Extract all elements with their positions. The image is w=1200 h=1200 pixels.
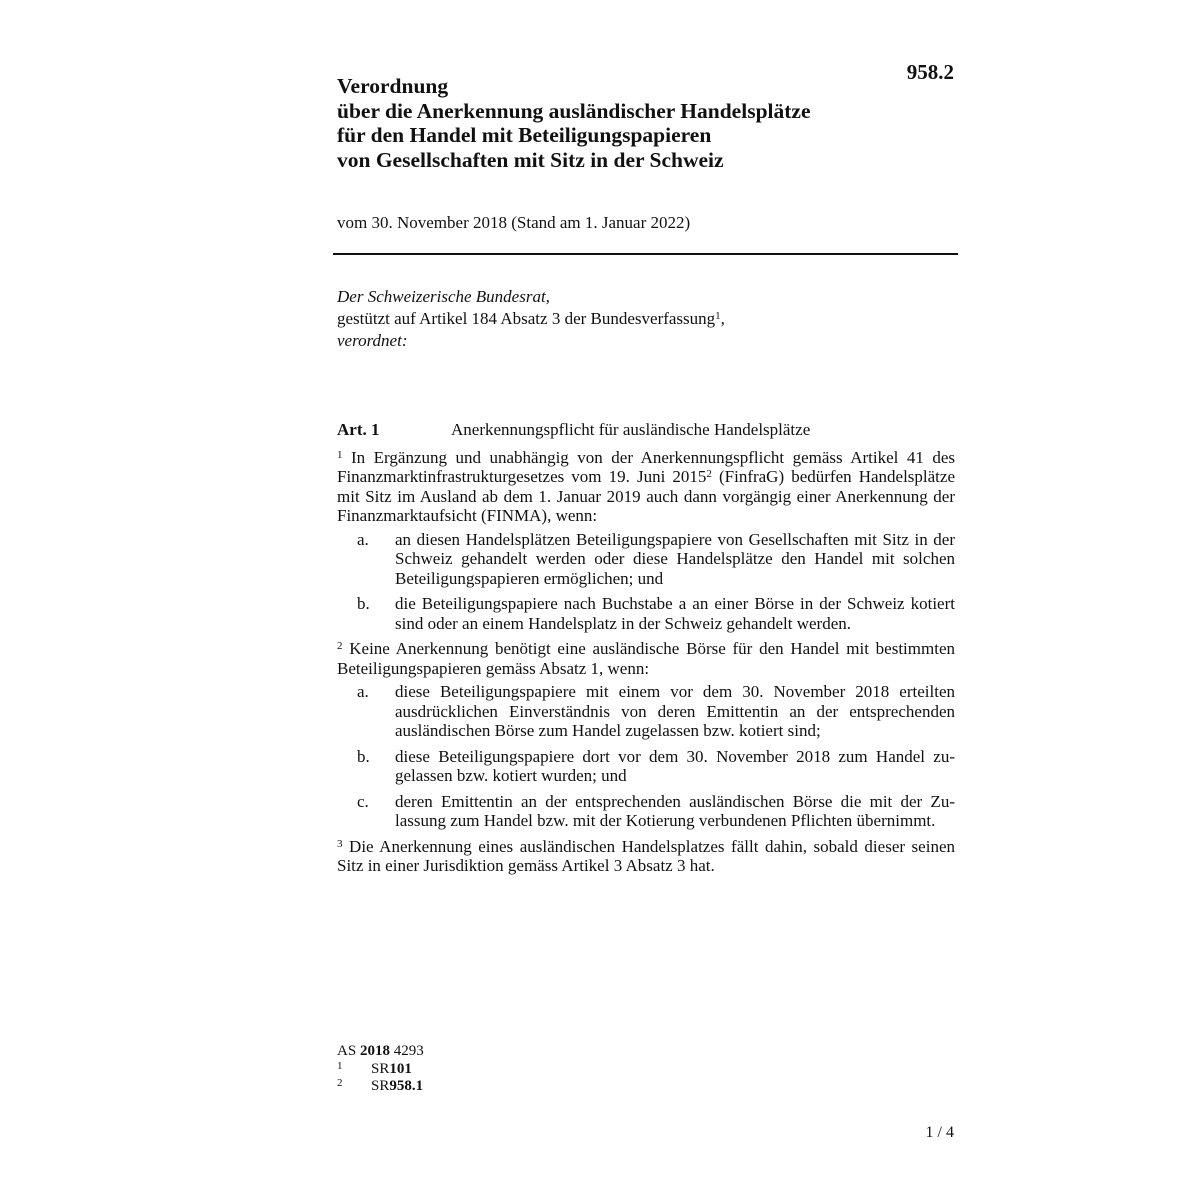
title-line: für den Handel mit Beteiligungspapieren (337, 123, 712, 147)
paragraph-number: 2 (337, 640, 343, 652)
footnote-prefix: SR (371, 1061, 390, 1077)
list-text: die Beteiligungspapiere nach Buchstabe a an einer Börse in der Schweiz kotiert sind oder an einem Handelsplatz in der Schweiz gehandelt werden. (395, 594, 955, 633)
footnote (337, 1078, 424, 1095)
as-year: 2018 (359, 1043, 390, 1059)
list-letter: b. (357, 746, 370, 766)
footnote-prefix: SR (371, 1078, 390, 1094)
list-item (337, 682, 955, 741)
footnote-number: 2 (337, 1077, 343, 1089)
footnote-ref-number: 958.1 (389, 1078, 424, 1094)
list-text: diese Beteiligungspapiere dort vor dem 30. November 2018 zum Handel zugelassen bzw. kotiert wurden; und (395, 746, 955, 785)
date-line: vom 30. November 2018 (Stand am 1. Januar 2022) (337, 213, 691, 232)
list-text: an diesen Handelsplätzen Beteiligungspapiere von Gesellschaften mit Sitz in der Schweiz gehandelt werden oder diese Handelsplätze den Handel mit solchen Beteiligungspapieren ermöglichen; und (395, 529, 955, 588)
preamble-decrees: verordnet: (337, 331, 408, 350)
horizontal-rule (333, 253, 958, 255)
footnote-number: 1 (337, 1060, 343, 1072)
list-item (337, 594, 955, 633)
list-letter: b. (357, 594, 370, 613)
title-line: Verordnung (337, 74, 449, 98)
list-item (337, 530, 955, 589)
footnote-ref: 1 (715, 310, 721, 322)
document-title (337, 74, 897, 172)
preamble-authority: Der Schweizerische Bundesrat, (337, 287, 550, 306)
footnotes (337, 1043, 424, 1095)
paragraph-number: 3 (337, 837, 343, 850)
preamble-basis-text: gestützt auf Artikel 184 Absatz 3 der Bundesverfassung (337, 309, 716, 328)
footnote-ref: 2 (706, 468, 712, 480)
article-heading (337, 420, 955, 440)
preamble-basis (337, 308, 957, 330)
preamble-basis-end: , (720, 309, 725, 328)
title-line: von Gesellschaften mit Sitz in der Schweiz (337, 147, 724, 172)
article-title: Anerkennungspflicht für ausländische Handelsplätze (451, 420, 811, 439)
title-line: über die Anerkennung ausländischer Handelsplätze (337, 98, 811, 123)
as-prefix: AS (337, 1043, 360, 1059)
paragraph-text: Keine Anerkennung benötigt eine ausländische Börse für den Handel mit bestimmten Beteiligungspapieren gemäss Absatz 1, wenn: (337, 639, 955, 678)
paragraph-1 (337, 448, 955, 526)
list-letter: a. (357, 682, 369, 701)
list-letter: c. (357, 791, 369, 811)
paragraph-text: Die Anerkennung eines ausländischen Handelsplatzes fällt dahin, sobald dieser seinen Sitz in einer Jurisdiktion gemäss Artikel 3 Absatz 3 hat. (337, 836, 955, 875)
list-item (337, 792, 955, 831)
list-text: diese Beteiligungspapiere mit einem vor dem 30. November 2018 erteilten ausdrücklichen Einverständnis von deren Emittentin an der entsprechenden ausländischen Börse zum Handel zugelassen bzw. kotiert sind; (395, 682, 955, 740)
article-1 (337, 420, 955, 880)
paragraph-2 (337, 639, 955, 678)
page-number: 1 / 4 (925, 1124, 954, 1141)
list-item (337, 747, 955, 786)
sr-number: 958.2 (906, 60, 954, 84)
article-number: Art. 1 (337, 420, 380, 439)
footnote-ref-number: 101 (389, 1061, 412, 1077)
list-letter: a. (357, 529, 369, 549)
paragraph-text: (FinfraG) bedürfen Handelsplätze mit Sitz im Ausland ab dem 1. Januar 2019 auch dann vorgängig einer Anerkennung der Finanzmarktaufsicht (FINMA), wenn: (337, 467, 955, 525)
paragraph-text: In Ergänzung und unabhängig von der Anerkennungspflicht gemäss Artikel 41 des Finanzmarktinfrastrukturgesetzes vom 19. Juni 2015 (337, 447, 955, 486)
preamble (337, 286, 957, 352)
paragraph-number: 1 (337, 448, 343, 461)
list-text: deren Emittentin an der entsprechenden ausländischen Börse die mit der Zulassung zum Handel bzw. mit der Kotierung verbundenen Pflichten übernimmt. (395, 791, 955, 830)
paragraph-3 (337, 837, 955, 876)
as-page: 4293 (389, 1043, 424, 1059)
